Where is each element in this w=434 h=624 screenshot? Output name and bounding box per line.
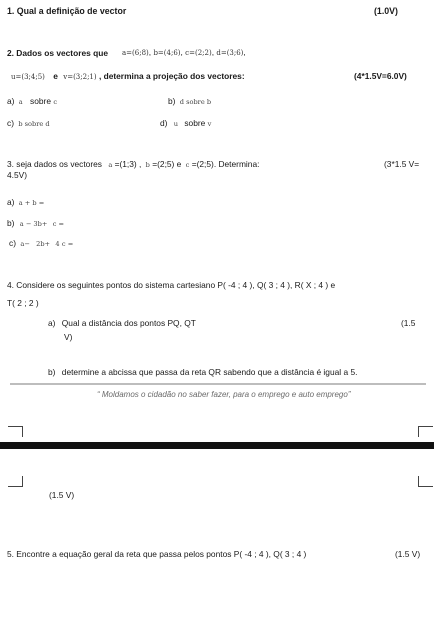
- q2-d-label: d): [160, 118, 168, 128]
- q1-points: (1.0V): [374, 6, 398, 16]
- q3-b-expr2: b+: [37, 220, 48, 228]
- q2-b-label: b): [168, 96, 176, 106]
- vector-b-def: b=(4;6): [153, 49, 181, 57]
- q4-a-text: Qual a distância dos pontos PQ, QT: [61, 318, 196, 328]
- q3-c-expr1: a−: [20, 240, 30, 248]
- q2-points: (4*1.5V=6.0V): [354, 71, 407, 81]
- q3-vec-c-symbol: c: [185, 161, 190, 169]
- q3-c-expr5: c =: [61, 240, 74, 248]
- page-corner-bottom-left: [8, 476, 23, 487]
- q4-item-a: [48, 318, 196, 328]
- q3-item-c: [9, 238, 73, 248]
- q3-points-cont: 4.5V): [7, 170, 28, 180]
- q3-c-expr2: 2: [36, 240, 41, 248]
- page-break-band: [0, 442, 434, 449]
- q3-points: (3*1.5 V=: [384, 159, 420, 169]
- q4-b-text: determine a abcissa que passa da reta QR sabendo que a distância é igual a 5.: [61, 367, 358, 377]
- q3-c-expr4: 4: [55, 240, 60, 248]
- q2-a-label: a): [7, 96, 15, 106]
- q2-item-d: [160, 118, 211, 128]
- q2-vectors-line1: a=(6;8), b=(4;6), c=(2;2), d=(3;6),: [122, 47, 246, 57]
- q3-b-expr3: c =: [52, 220, 65, 228]
- q3-vec-b-symbol: b: [145, 161, 150, 169]
- page-corner-bottom-right: [418, 476, 433, 487]
- q4-b-label: b): [48, 367, 56, 377]
- q5-text: 5. Encontre a equação geral da reta que passa pelos pontos P( -4 ; 4 ), Q( 3 ; 4 ): [7, 549, 307, 559]
- q2-intro: 2. Dados os vectores que: [7, 48, 109, 58]
- q3-b-expr1: a − 3: [19, 220, 38, 228]
- q2-c-expr: b sobre d: [18, 120, 50, 128]
- q2-d-vec2: v: [207, 120, 212, 128]
- q5-points: (1.5 V): [395, 549, 421, 559]
- q2-and: e: [53, 71, 58, 81]
- school-motto: “ Moldamos o cidadão no saber fazer, para o emprego e auto emprego”: [97, 390, 351, 399]
- q2-item-a: [7, 96, 57, 106]
- q4-a-label: a): [48, 318, 56, 328]
- q2-line2: [11, 71, 245, 81]
- q4-a-points: (1.5: [401, 318, 416, 328]
- q2-d-vec1: u: [173, 120, 179, 128]
- q3-item-b: [7, 218, 64, 228]
- page-corner-top-left: [8, 426, 23, 437]
- q2-a-sobre: sobre: [30, 96, 51, 106]
- q3-a-expr: a + b =: [18, 199, 45, 207]
- page-corner-top-right: [418, 426, 433, 437]
- q3-line: [7, 159, 259, 169]
- q2-d-sobre: sobre: [184, 118, 206, 128]
- q3-b-label: b): [7, 218, 15, 228]
- vector-u-def: u=(3;4;5): [11, 73, 45, 81]
- vector-c-def: c=(2;2): [185, 49, 212, 57]
- q1-text: 1. Qual a definição de vector: [7, 6, 127, 16]
- q2-a-vec2: c: [53, 98, 58, 106]
- q2-item-b: [168, 96, 211, 106]
- q4-item-b: [48, 367, 357, 377]
- q2-a-vec1: a: [18, 98, 23, 106]
- divider-line: [10, 383, 426, 385]
- q3-c-expr3: b+: [40, 240, 51, 248]
- vector-a-def: a=(6;8): [122, 49, 149, 57]
- q3-b-eq: =(2;5) e: [152, 159, 182, 169]
- q3-c-label: c): [9, 238, 16, 248]
- vector-d-def: d=(3;6): [216, 49, 244, 57]
- q4-b-points: (1.5 V): [49, 490, 75, 500]
- q3-c-eq: =(2;5). Determina:: [191, 159, 260, 169]
- q3-vec-a-symbol: a: [108, 161, 113, 169]
- q3-item-a: [7, 197, 44, 207]
- q2-item-c: [7, 118, 50, 128]
- vector-v-def: v=(3;2;1): [63, 73, 97, 81]
- q3-a-label: a): [7, 197, 15, 207]
- q2-c-label: c): [7, 118, 14, 128]
- q4-a-points-cont: V): [64, 332, 73, 342]
- q4-text-cont: T( 2 ; 2 ): [7, 298, 39, 308]
- q4-text: 4. Considere os seguintes pontos do sistema cartesiano P( -4 ; 4 ), Q( 3 ; 4 ), R( X ; 4 ) e: [7, 280, 336, 290]
- q2-instruction: , determina a projeção dos vectores:: [98, 71, 245, 81]
- q3-a-eq: =(1;3) ,: [114, 159, 142, 169]
- q3-intro: 3. seja dados os vectores: [7, 159, 102, 169]
- q2-b-expr: d sobre b: [179, 98, 212, 106]
